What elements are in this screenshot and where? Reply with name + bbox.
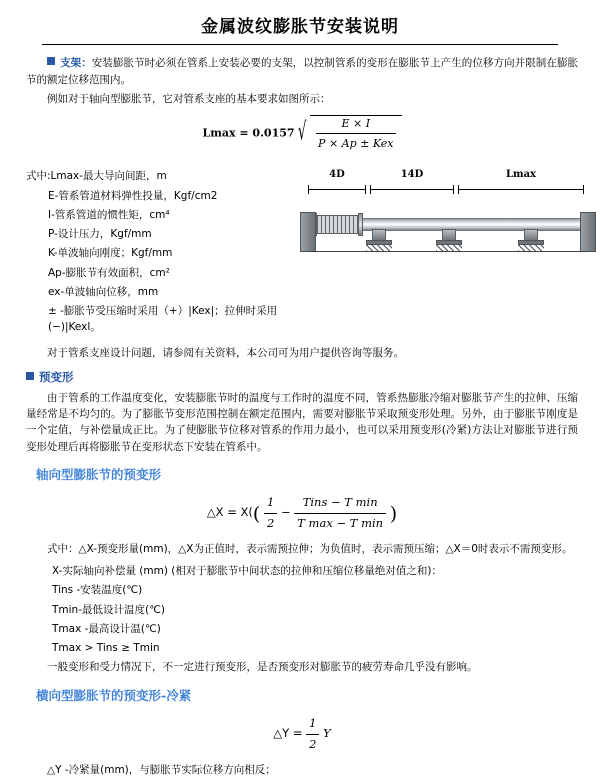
ground-line (306, 251, 590, 252)
list-item: P-设计压力，Kgf/mm (48, 228, 152, 241)
list-item: ex-单波轴向位移，mm (48, 285, 159, 298)
section-predeform-heading-text: 预变形 (39, 369, 74, 384)
section-support-closing: 对于管系支座设计问题，请参阅有关资料，本公司可为用户提供咨询等服务。 (47, 346, 404, 359)
list-item: 式中:Lmax-最大导向间距，m (26, 170, 167, 183)
formula-delta-y-den: 2 (309, 736, 317, 751)
section-support-example: 例如对于轴向型膨胀节，它对管系支座的基本要求如图所示： (47, 92, 331, 105)
axial-definition-list (52, 563, 578, 656)
formula-delta-x-half-num: 1 (264, 494, 277, 514)
formula-delta-y-lhs: △Y = (273, 726, 303, 741)
document-page (0, 14, 600, 776)
formula-delta-x-minus: − (280, 505, 291, 520)
formula-delta-x-rhs: ) (389, 503, 398, 526)
support-1 (366, 229, 392, 251)
formula-lmax-numerator: √ E × I (316, 115, 395, 134)
subsection-lateral-title: 横向型膨胀节的预变形-冷紧 (36, 687, 192, 703)
anchor-block-right (580, 212, 596, 252)
list-item: ± -膨胀节受压缩时采用（+）|Kex|；拉伸时采用(−)|Kexl。 (48, 305, 278, 334)
formula-delta-x-half-den: 2 (266, 515, 275, 530)
lateral-note: △Y -冷紧量(mm)，与膨胀节实际位移方向相反； (47, 763, 276, 776)
list-item: Ap-膨胀节有效面积，cm² (48, 266, 170, 279)
formula-lmax (26, 115, 578, 152)
section-predeform-heading (26, 369, 578, 387)
formula-delta-y-rhs: Y (323, 726, 331, 741)
formula-delta-x: △X = X(( $\frac{1}{2}$ − $\frac{\text{Tins − T min}}{\text{T max − T min}}$ ) (26, 494, 578, 533)
document-body (0, 55, 600, 778)
subsection-axial-title: 轴向型膨胀节的预变形 (36, 466, 162, 482)
formula-lmax-denominator: P × Ap ± Kex (318, 137, 394, 151)
bellows-icon (316, 215, 360, 234)
section-support-intro (26, 55, 578, 88)
list-item: I-管系管道的惯性矩，cm⁴ (48, 208, 170, 221)
definition-list (26, 168, 296, 338)
title-divider (42, 44, 558, 45)
section-support-intro-text: 安装膨胀节时必须在管系上安装必要的支架，以控制管系的变形在膨胀节上产生的位移方向并限制在膨胀节的额定位移范围内。 (26, 57, 579, 86)
formula-lmax-sqrt-icon (298, 115, 401, 152)
blue-square-bullet-icon-2 (26, 372, 34, 380)
list-item: Tmax -最高设计温(℃) (52, 622, 161, 635)
formula-delta-y-num: 1 (306, 715, 319, 735)
formula-delta-x-frac-den: T max − T min (297, 515, 384, 530)
list-item: K-单波轴向刚度；Kgf/mm (48, 247, 173, 260)
dimension-label-14d: 14D (400, 169, 424, 181)
list-item: Tins -安装温度(℃) (52, 584, 143, 597)
formula-delta-x-note: 式中：△X-预变形量(mm)，△X为正值时，表示需预拉伸；为负值时，表示需预压缩；△X＝0时表示不需预变形。 (47, 542, 573, 555)
list-item: E-管系管道材料弹性投量，Kgf/cm2 (48, 189, 218, 202)
dimension-label-4d: 4D (329, 169, 345, 181)
list-item: Tmin-最低设计温度(℃) (52, 603, 165, 616)
list-item: Tmax > Tins ≥ Tmin (52, 642, 160, 655)
anchor-block-left (300, 212, 316, 252)
formula-delta-y (26, 715, 578, 754)
support-3 (518, 229, 544, 251)
bellow-cap-right (358, 213, 363, 236)
blue-square-bullet-icon (47, 57, 55, 65)
dimension-arrows (296, 184, 596, 194)
axial-closing-note: 一般变形和受力情况下，不一定进行预变形，是否预变形对膨胀节的疲劳寿命几乎没有影响。 (47, 661, 478, 674)
dimension-labels (296, 168, 596, 184)
dimension-label-lmax: Lmax (505, 169, 537, 181)
section-support-heading: 支架： (60, 57, 92, 70)
list-item: X-实际轴向补偿量 (mm) (相对于膨胀节中间状态的拉伸和压缩位移量绝对值之和)： (52, 565, 442, 578)
formula-delta-x-lhs: △X = X( (206, 505, 253, 520)
section-predeform-paragraph: 由于管系的工作温度变化，安装膨胀节时的温度与工作时的温度不同，管系热膨胀冷缩对膨胀节产生的拉伸、压缩量经常是不均匀的。为了膨胀节变形范围控制在额定范围内，需要对膨胀节采取预变形处理。另外，由于膨胀节刚度是一个定值，与补偿量成正比。为了使膨胀节位移对管系的作用力最小，也可以采用预变形(冷紧)方法让对膨胀节进行预变形处理后再将膨胀节在变形状态下安装在管系中。 (26, 391, 578, 453)
formula-delta-x-frac-num: Tins − T min (294, 494, 386, 514)
formula-lmax-lhs: Lmax = 0.0157 (202, 126, 295, 140)
support-2 (436, 229, 462, 251)
expansion-joint-diagram (296, 168, 596, 274)
definitions-and-figure (26, 162, 578, 340)
pipe-illustration (296, 196, 596, 274)
page-title: 金属波纹膨胀节安装说明 (201, 17, 399, 37)
